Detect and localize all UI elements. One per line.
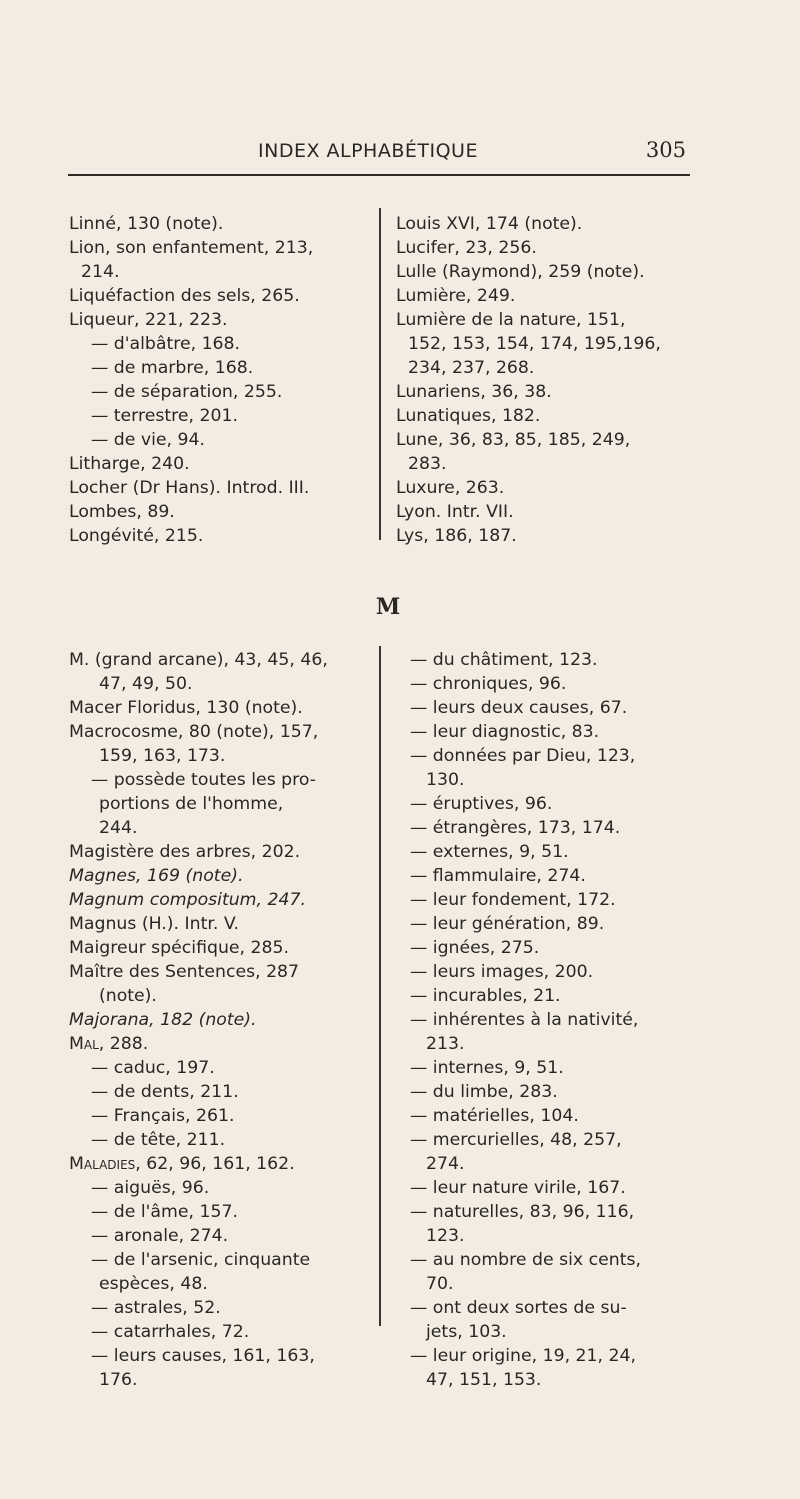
index-entry: 47, 49, 50. xyxy=(99,674,193,694)
index-entry: Lumière, 249. xyxy=(396,286,516,306)
index-entry: — aronale, 274. xyxy=(91,1226,229,1246)
index-entry: Lunariens, 36, 38. xyxy=(396,382,552,402)
index-entry: Locher (Dr Hans). Introd. III. xyxy=(69,478,310,498)
index-entry: 214. xyxy=(81,262,120,282)
index-entry: Louis XVI, 174 (note). xyxy=(396,214,583,234)
index-entry: — leur génération, 89. xyxy=(410,914,605,934)
header-title: INDEX ALPHABÉTIQUE xyxy=(258,140,478,162)
index-entry: Lys, 186, 187. xyxy=(396,526,517,546)
index-entry: Liquéfaction des sels, 265. xyxy=(69,286,300,306)
section-letter: M xyxy=(375,594,401,620)
index-entry: Lucifer, 23, 256. xyxy=(396,238,537,258)
index-entry: 274. xyxy=(426,1154,465,1174)
index-entry: Magnum compositum, 247. xyxy=(69,890,306,910)
index-entry: — incurables, 21. xyxy=(410,986,561,1006)
index-entry: — du limbe, 283. xyxy=(410,1082,558,1102)
index-entry: 152, 153, 154, 174, 195,196, xyxy=(408,334,661,354)
index-entry: espèces, 48. xyxy=(99,1274,208,1294)
index-entry: 213. xyxy=(426,1034,465,1054)
index-entry: — de marbre, 168. xyxy=(91,358,254,378)
index-entry: 176. xyxy=(99,1370,138,1390)
index-entry: — leur nature virile, 167. xyxy=(410,1178,626,1198)
index-column-bottom-left xyxy=(69,648,369,1392)
index-entry: Luxure, 263. xyxy=(396,478,505,498)
index-entry: Maigreur spécifique, 285. xyxy=(69,938,289,958)
index-entry: (note). xyxy=(99,986,157,1006)
index-entry: Lion, son enfantement, 213, xyxy=(69,238,314,258)
index-entry: — naturelles, 83, 96, 116, xyxy=(410,1202,635,1222)
index-entry: Magnus (H.). Intr. V. xyxy=(69,914,239,934)
index-entry: Lumière de la nature, 151, xyxy=(396,310,626,330)
index-entry: 47, 151, 153. xyxy=(426,1370,542,1390)
index-entry: Lunatiques, 182. xyxy=(396,406,541,426)
index-entry: Magnes, 169 (note). xyxy=(69,866,244,886)
index-entry: — étrangères, 173, 174. xyxy=(410,818,621,838)
index-entry: portions de l'homme, xyxy=(99,794,284,814)
index-entry: — au nombre de six cents, xyxy=(410,1250,641,1270)
index-entry: — du châtiment, 123. xyxy=(410,650,598,670)
column-separator-top xyxy=(379,208,381,540)
index-entry: — flammulaire, 274. xyxy=(410,866,586,886)
index-entry: 244. xyxy=(99,818,138,838)
index-entry: Lombes, 89. xyxy=(69,502,175,522)
index-entry: — de vie, 94. xyxy=(91,430,205,450)
index-entry: Magistère des arbres, 202. xyxy=(69,842,301,862)
index-entry: — données par Dieu, 123, xyxy=(410,746,636,766)
index-entry: — leurs causes, 161, 163, xyxy=(91,1346,315,1366)
column-separator-bottom xyxy=(379,646,381,1326)
index-entry: Lune, 36, 83, 85, 185, 249, xyxy=(396,430,631,450)
index-column-top-left xyxy=(69,212,369,548)
index-entry: — catarrhales, 72. xyxy=(91,1322,250,1342)
index-entry: Linné, 130 (note). xyxy=(69,214,224,234)
index-entry: — internes, 9, 51. xyxy=(410,1058,564,1078)
index-entry: Lyon. Intr. VII. xyxy=(396,502,514,522)
index-entry: — chroniques, 96. xyxy=(410,674,567,694)
index-entry: Macrocosme, 80 (note), 157, xyxy=(69,722,319,742)
index-entry: 283. xyxy=(408,454,447,474)
index-entry: — leur origine, 19, 21, 24, xyxy=(410,1346,637,1366)
index-entry: — possède toutes les pro- xyxy=(91,770,317,790)
index-entry: — aiguës, 96. xyxy=(91,1178,210,1198)
index-entry: — matérielles, 104. xyxy=(410,1106,579,1126)
index-entry: — caduc, 197. xyxy=(91,1058,215,1078)
index-entry: 159, 163, 173. xyxy=(99,746,226,766)
index-entry: Longévité, 215. xyxy=(69,526,204,546)
index-entry: Maître des Sentences, 287 xyxy=(69,962,300,982)
index-entry: jets, 103. xyxy=(426,1322,507,1342)
index-entry: — Français, 261. xyxy=(91,1106,235,1126)
index-entry: — inhérentes à la nativité, xyxy=(410,1010,639,1030)
index-entry: Mal, 288. xyxy=(69,1034,149,1054)
index-entry: 130. xyxy=(426,770,465,790)
page-number: 305 xyxy=(645,138,686,162)
index-entry: — de l'arsenic, cinquante xyxy=(91,1250,311,1270)
header-rule xyxy=(68,174,690,176)
index-entry: Liqueur, 221, 223. xyxy=(69,310,228,330)
index-entry: 123. xyxy=(426,1226,465,1246)
index-entry: Maladies, 62, 96, 161, 162. xyxy=(69,1154,295,1174)
index-entry: 234, 237, 268. xyxy=(408,358,535,378)
index-entry: — de l'âme, 157. xyxy=(91,1202,238,1222)
index-entry: — leur diagnostic, 83. xyxy=(410,722,600,742)
index-column-bottom-right xyxy=(396,648,696,1392)
index-entry: — d'albâtre, 168. xyxy=(91,334,241,354)
index-entry: — ignées, 275. xyxy=(410,938,540,958)
index-entry: — de tête, 211. xyxy=(91,1130,226,1150)
index-column-top-right xyxy=(396,212,696,548)
index-entry: — ont deux sortes de su- xyxy=(410,1298,627,1318)
index-entry: — éruptives, 96. xyxy=(410,794,553,814)
index-entry: Lulle (Raymond), 259 (note). xyxy=(396,262,645,282)
index-entry: Majorana, 182 (note). xyxy=(69,1010,257,1030)
running-header xyxy=(68,136,690,172)
index-entry: — de dents, 211. xyxy=(91,1082,239,1102)
index-entry: — leurs deux causes, 67. xyxy=(410,698,628,718)
index-entry: — externes, 9, 51. xyxy=(410,842,569,862)
index-entry: 70. xyxy=(426,1274,454,1294)
index-entry: — leurs images, 200. xyxy=(410,962,594,982)
index-entry: — astrales, 52. xyxy=(91,1298,221,1318)
index-entry: — terrestre, 201. xyxy=(91,406,238,426)
index-entry: Litharge, 240. xyxy=(69,454,190,474)
index-entry: — leur fondement, 172. xyxy=(410,890,616,910)
index-entry: — de séparation, 255. xyxy=(91,382,283,402)
index-entry: Macer Floridus, 130 (note). xyxy=(69,698,303,718)
index-entry: — mercurielles, 48, 257, xyxy=(410,1130,622,1150)
index-entry: M. (grand arcane), 43, 45, 46, xyxy=(69,650,328,670)
